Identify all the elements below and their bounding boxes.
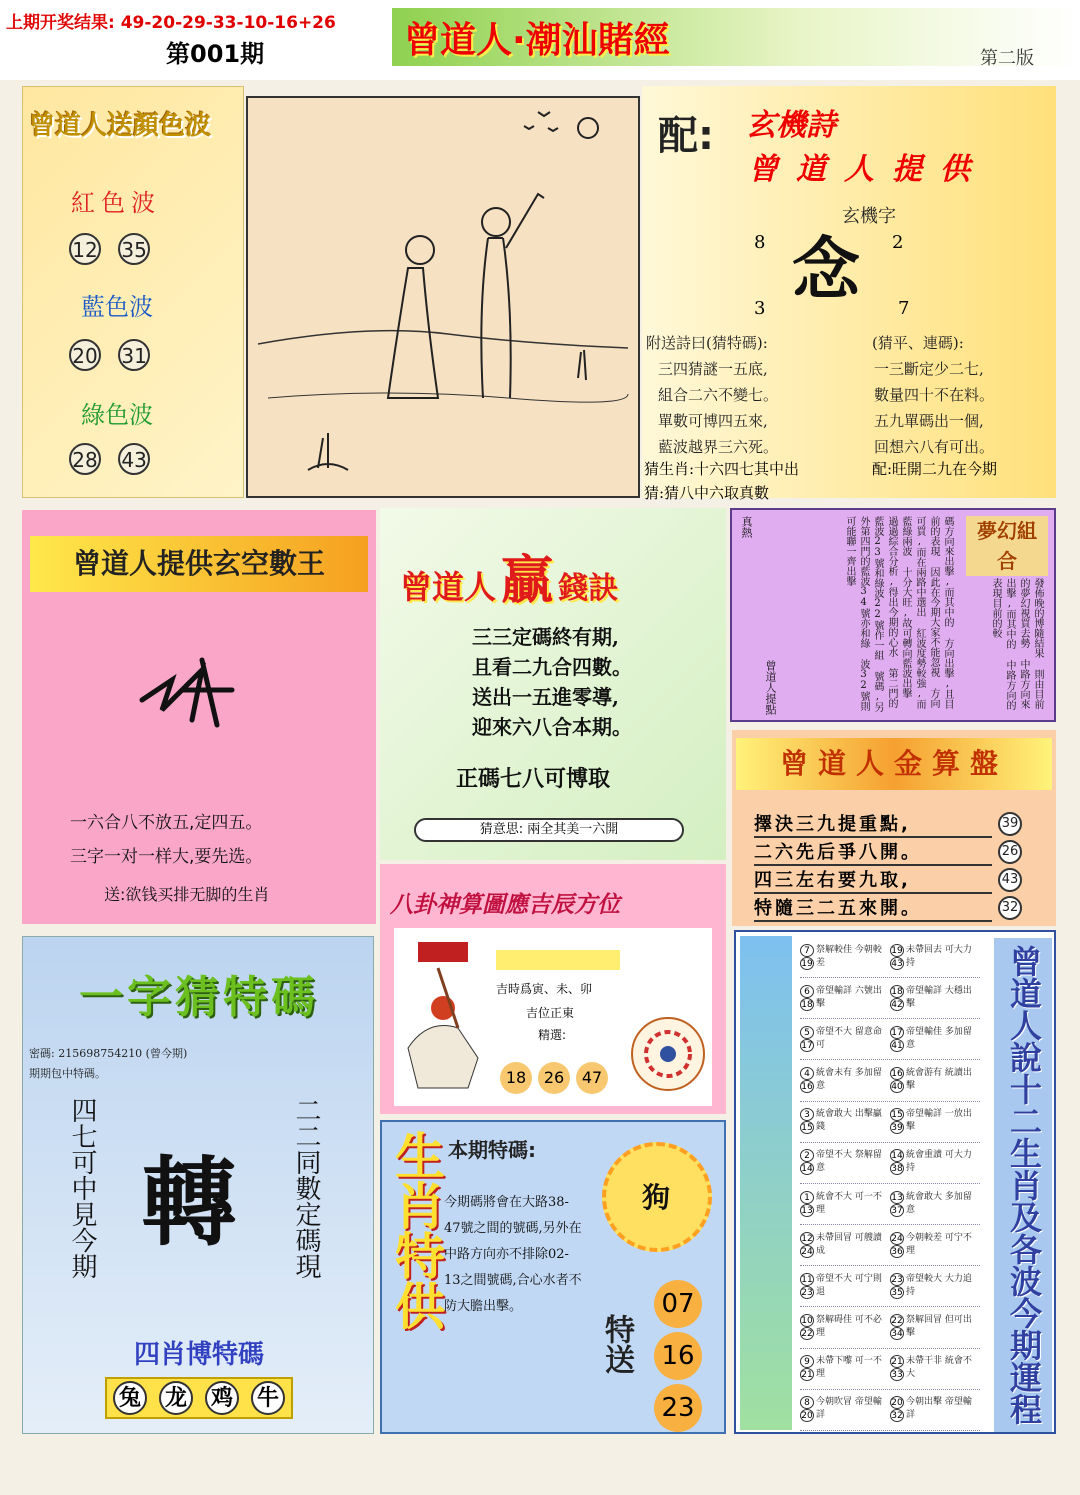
fortune-number: 23 <box>801 1287 813 1298</box>
xuankong-panel <box>22 510 376 924</box>
couple-illustration <box>248 98 638 496</box>
magic-col: 中路方向的表現目前的較 <box>990 578 1015 710</box>
fortune-cell <box>890 1389 980 1430</box>
abacus-ball: 43 <box>998 868 1022 892</box>
fortune-text: 統會未有 多加留意 <box>816 1068 882 1092</box>
fortune-cell <box>800 1265 890 1306</box>
bagua-card <box>394 928 712 1106</box>
num-7: 7 <box>898 298 910 319</box>
fortune-text: 未帶干非 統會不大 <box>906 1356 972 1380</box>
fortune-nums <box>800 1232 814 1258</box>
fortune-number: 10 <box>801 1316 813 1327</box>
zodiac-animal: 狗 <box>642 1181 671 1214</box>
zodiac-ball: 07 <box>654 1280 702 1328</box>
fortune-text: 今朝吹冒 帝望輸詳 <box>816 1397 882 1421</box>
num-8: 8 <box>754 232 766 253</box>
magic-body <box>988 578 1044 714</box>
ball: 31 <box>118 339 150 371</box>
fortune-number: 13 <box>801 1205 813 1216</box>
fortune-nums <box>890 1396 904 1422</box>
abacus-title: 曾道人金算盤 <box>736 738 1052 790</box>
fortune-number: 15 <box>801 1123 813 1134</box>
zodiac-fortune-row <box>800 936 980 978</box>
magic-sign: 曾道人提點 <box>764 660 777 715</box>
fortune-nums <box>890 1355 904 1381</box>
fortune-cell <box>800 1183 890 1224</box>
fortune-text: 今朝較差 可宁不理 <box>906 1232 972 1256</box>
poem-line: 藍波越界三六死。 <box>658 438 779 456</box>
abacus-text: 二六先后爭八開。 <box>754 838 992 866</box>
fortune-number: 18 <box>801 999 813 1010</box>
magic-col: 過過綜合分析,得出今期的心水 <box>886 516 897 657</box>
secret-hint: 期期包中特碼。 <box>29 1067 106 1080</box>
zodiac-panel <box>380 1120 726 1434</box>
fortune-nums <box>800 1108 814 1134</box>
illustration <box>246 96 640 498</box>
fortune-number: 2 <box>800 1149 814 1162</box>
last-result: 上期开奖结果: 49-20-29-33-10-16+26 <box>6 13 336 33</box>
zodiac-nums <box>654 1280 702 1432</box>
fortune-text: 祭解碍佳 可不必理 <box>816 1315 882 1339</box>
fortune-number: 5 <box>800 1026 814 1039</box>
fortune-text: 統會重讀 可大力持 <box>906 1150 972 1174</box>
bagua-compass-icon <box>628 1014 708 1094</box>
ball: 28 <box>69 443 101 475</box>
zodiac-fortune-row <box>800 1142 980 1184</box>
fortune-number: 21 <box>891 1357 903 1368</box>
win-line: 且看二九合四數。 <box>472 655 632 679</box>
fortune-cell <box>890 1265 980 1306</box>
fortune-cell <box>800 1224 890 1265</box>
xuankong-line: 一六合八不放五,定四五。 <box>70 813 263 833</box>
one-word-panel <box>22 936 374 1434</box>
fortune-number: 34 <box>891 1329 903 1340</box>
fortune-text: 未帶回冒 可艘讀成 <box>816 1232 882 1256</box>
magic-col: 方向出擊,且目前的表現 <box>928 516 953 709</box>
twelve-panel <box>734 930 1056 1434</box>
win-title-c: 錢訣 <box>558 571 619 606</box>
four-animal-title: 四肖博特碼 <box>133 1340 264 1370</box>
ball: 20 <box>69 339 101 371</box>
red-wave-label: 紅色波 <box>71 189 161 217</box>
abacus-row <box>754 810 1022 838</box>
magic-col: 波32號則可能聯一齊出擊 <box>844 516 869 711</box>
secret-code: 密碼: 215698754210 (曾今期) <box>29 1047 188 1060</box>
fortune-number: 32 <box>891 1411 903 1422</box>
fortune-text: 帝望較大 大力追持 <box>906 1273 972 1297</box>
fortune-nums <box>800 1314 814 1340</box>
fortune-number: 16 <box>801 1082 813 1093</box>
xuankong-title: 曾道人提供玄空數王 <box>30 536 368 592</box>
fortune-number: 3 <box>800 1108 814 1121</box>
fortune-text: 帝望不大 留意命可 <box>816 1026 882 1050</box>
fortune-text: 統會游有 統讀出擊 <box>906 1068 972 1092</box>
abacus-text: 特隨三二五來開。 <box>754 894 992 922</box>
big-char: 念 <box>792 230 861 310</box>
magic-title: 夢幻組合 <box>966 516 1048 576</box>
zodiac-fortune-row <box>800 1183 980 1225</box>
ball: 43 <box>118 443 150 475</box>
bagua-title: 八卦神算圖應吉辰方位 <box>390 892 620 918</box>
issue-number: 第001期 <box>166 40 265 68</box>
twelve-table <box>800 936 980 1430</box>
zodiac-head: 本期特碼: <box>448 1138 536 1162</box>
one-word-char: 轉 <box>141 1146 237 1259</box>
fortune-cell <box>800 977 890 1018</box>
char-label: 玄機字 <box>842 206 896 227</box>
blue-wave-label: 藍色波 <box>81 293 153 321</box>
fortune-cell <box>800 936 890 977</box>
fortune-text: 統會敢大 出擊贏錢 <box>816 1109 882 1133</box>
poem-line: 三四猜謎一五底, <box>658 360 768 378</box>
abacus-row <box>754 838 1022 866</box>
fortune-cell <box>890 1348 980 1389</box>
fortune-text: 帝望輸詳 大穩出擊 <box>906 985 972 1009</box>
fortune-nums <box>890 1149 904 1175</box>
win-title <box>400 538 618 613</box>
fortune-cell <box>890 977 980 1018</box>
bagua-ball: 18 <box>500 1062 532 1094</box>
four-animal-row <box>105 1377 293 1419</box>
bagua-time: 吉時爲寅、未、卯 <box>496 982 593 996</box>
fortune-number: 6 <box>800 985 814 998</box>
fortune-number: 39 <box>891 1123 903 1134</box>
fortune-number: 22 <box>891 1316 903 1327</box>
zodiac-body: 今期碼將會在大路38-47號之間的號碼,另外在中路方向亦不排除02-13之間號碼,合心水者不防大膽出擊。 <box>444 1195 582 1314</box>
fortune-number: 17 <box>801 1040 813 1051</box>
bagua-nums <box>500 1062 608 1094</box>
fortune-nums <box>800 1191 814 1217</box>
poem-line: 回想六八有可出。 <box>874 438 995 456</box>
zodiac-fortune-row <box>800 1060 980 1102</box>
magic-col: 則由目前的夢幻視買去勢 <box>1018 578 1043 709</box>
zodiac-fortune-row <box>800 1224 980 1266</box>
fortune-nums <box>800 1026 814 1052</box>
fortune-nums <box>800 1067 814 1093</box>
fortune-number: 8 <box>800 1396 814 1409</box>
fortune-number: 20 <box>891 1398 903 1409</box>
animal-circle: 鸡 <box>205 1381 239 1415</box>
one-word-title: 一字猜特碼 <box>79 972 319 1023</box>
color-wave-panel <box>22 86 244 498</box>
fortune-cell <box>890 936 980 977</box>
win-meaning: 猜意思: 兩全其美一六開 <box>414 818 684 842</box>
fortune-text: 未帶下嚟 可一不理 <box>816 1356 882 1380</box>
zodiac-fortune-row <box>800 977 980 1019</box>
fortune-text: 帝望輸詳 一放出擊 <box>906 1109 972 1133</box>
fortune-nums <box>890 1232 904 1258</box>
fortune-cell <box>800 1348 890 1389</box>
fortune-nums <box>890 1067 904 1093</box>
win-lines <box>472 622 632 742</box>
num-2: 2 <box>892 232 904 253</box>
ball: 12 <box>69 233 101 265</box>
blue-wave-balls <box>69 339 150 371</box>
poem-provider: 曾道人提供 <box>748 152 988 187</box>
win-line: 三三定碼終有期, <box>472 625 619 649</box>
fortune-number: 17 <box>891 1027 903 1038</box>
num-3: 3 <box>754 298 766 319</box>
zodiac-fortune-row <box>800 1018 980 1060</box>
masthead <box>392 8 1080 69</box>
xuankong-gift: 送:欲钱买排无脚的生肖 <box>104 885 270 904</box>
one-word-right: 二二同數定碼現 <box>291 1097 321 1279</box>
bagua-yellow-box <box>496 950 620 970</box>
magic-col: 紅波度勢較強,而藍綠兩波 <box>900 516 925 709</box>
dog-flower <box>602 1142 712 1252</box>
fortune-number: 4 <box>800 1067 814 1080</box>
animal-circle: 兔 <box>113 1381 147 1415</box>
fortune-number: 21 <box>801 1370 813 1381</box>
fortune-cell <box>800 1101 890 1142</box>
bagua-pick-label: 精選: <box>538 1028 567 1042</box>
bagua-panel <box>380 864 726 1114</box>
fortune-nums <box>800 1396 814 1422</box>
fortune-number: 35 <box>891 1287 903 1298</box>
fortune-cell <box>800 1018 890 1059</box>
bagua-pos: 吉位正東 <box>526 1006 575 1020</box>
zodiac-ball: 16 <box>654 1332 702 1380</box>
magic-col: 中路方向來出擊,而其中的 <box>1004 578 1029 709</box>
pei-label: 配: <box>658 113 714 159</box>
abacus-ball: 26 <box>998 840 1022 864</box>
abacus-row <box>754 894 1022 922</box>
fortune-nums <box>890 1314 904 1340</box>
guess-line: 猜:猜八中六取真數 <box>644 484 770 502</box>
masthead-title: 曾道人·潮汕賭經 <box>404 20 670 61</box>
zodiac-fortune-row <box>800 1307 980 1349</box>
fortune-number: 24 <box>891 1233 903 1244</box>
fortune-text: 帝望輸佳 多加留意 <box>906 1026 972 1050</box>
fortune-number: 1 <box>800 1191 814 1204</box>
magic-end: 真熱 <box>740 516 753 538</box>
xuankong-line: 三字一对一样大,要先选。 <box>70 847 263 867</box>
poem-line: 組合二六不變七。 <box>658 386 779 404</box>
fortune-cell <box>800 1307 890 1348</box>
fortune-number: 19 <box>891 945 903 956</box>
win-title-b: 贏 <box>501 551 554 611</box>
fortune-number: 9 <box>800 1355 814 1368</box>
animal-circle: 龙 <box>159 1381 193 1415</box>
right-head: (猜平、連碼): <box>872 334 964 352</box>
win-line: 送出一五進零導, <box>472 685 619 709</box>
te-song: 特送 <box>599 1314 634 1374</box>
fortune-number: 42 <box>891 999 903 1010</box>
red-wave-balls <box>69 233 150 265</box>
poem-left-lines <box>658 356 778 460</box>
warrior-horse-image <box>398 938 488 1098</box>
fortune-number: 19 <box>801 958 813 969</box>
fortune-number: 37 <box>891 1205 903 1216</box>
abacus-ball: 32 <box>998 896 1022 920</box>
fortune-nums <box>890 1108 904 1134</box>
fortune-nums <box>890 944 904 970</box>
magic-col: 碼方向來出擊,而其中的 <box>942 516 953 627</box>
poem-right-lines <box>874 356 994 460</box>
fortune-number: 12 <box>801 1233 813 1244</box>
fortune-cell <box>890 1101 980 1142</box>
fortune-cell <box>800 1142 890 1183</box>
fortune-number: 33 <box>891 1370 903 1381</box>
fortune-text: 今朝出擊 帝望輸詳 <box>906 1397 972 1421</box>
magic-body-2 <box>842 516 954 716</box>
fortune-number: 40 <box>891 1082 903 1093</box>
poem-line: 一三斷定少二七, <box>874 360 984 378</box>
fortune-nums <box>890 1026 904 1052</box>
zodiac-ball: 23 <box>654 1384 702 1432</box>
fortune-number: 36 <box>891 1246 903 1257</box>
fortune-number: 14 <box>801 1164 813 1175</box>
twelve-title: 曾道人說十二生肖及各波今期運程 <box>994 938 1052 1432</box>
header-bar <box>0 0 1080 80</box>
fortune-number: 22 <box>801 1329 813 1340</box>
fortune-text: 未帶回去 可大力持 <box>906 944 972 968</box>
bagua-ball: 47 <box>576 1062 608 1094</box>
fortune-nums <box>800 944 814 970</box>
poem-panel <box>642 86 1056 502</box>
fortune-nums <box>800 985 814 1011</box>
color-wave-title: 曾道人送顏色波 <box>29 111 212 141</box>
win-zheng: 正碼七八可博取 <box>456 766 611 792</box>
win-title-a: 曾道人 <box>400 568 497 606</box>
abacus-row <box>754 866 1022 894</box>
left-head: 附送詩曰(猜特碼): <box>646 334 768 352</box>
magic-col: 發佈晚的博隨結果 <box>1032 578 1043 658</box>
ball: 35 <box>118 233 150 265</box>
fortune-number: 18 <box>891 986 903 997</box>
magic-col: 第二門的藍波23號和綠波22號作一組 <box>872 516 897 708</box>
fortune-nums <box>800 1149 814 1175</box>
zodiac-fortune-row <box>800 1348 980 1390</box>
fortune-text: 統會不大 可一不理 <box>816 1191 882 1215</box>
animal-circle: 牛 <box>251 1381 285 1415</box>
zodiac-vertical-title: 生肖特供 <box>387 1130 445 1330</box>
fortune-number: 14 <box>891 1151 903 1162</box>
fortune-text: 帝望不大 可宁則退 <box>816 1273 882 1297</box>
abacus-text: 擇決三九提重點, <box>754 810 992 838</box>
zodiac-line: 猜生肖:十六四七其中出 <box>644 460 800 478</box>
zodiac-fortune-row <box>800 1265 980 1307</box>
poem-line: 數量四十不在料。 <box>874 386 995 404</box>
zodiac-fortune-row <box>800 1389 980 1431</box>
fortune-text: 祭解回冒 但可出擊 <box>906 1315 972 1339</box>
fortune-number: 43 <box>891 958 903 969</box>
magic-col: 十分大旺,故可轉向藍波出擊 <box>900 567 911 698</box>
magic-panel <box>730 508 1056 722</box>
abacus-text: 四三左右要九取, <box>754 866 992 894</box>
magic-col: 號碼,另外第四門的藍波34號亦和綠 <box>858 516 883 712</box>
fortune-number: 20 <box>801 1411 813 1422</box>
fortune-number: 41 <box>891 1040 903 1051</box>
fortune-cell <box>800 1060 890 1101</box>
fortune-cell <box>890 1224 980 1265</box>
zodiac-fortune-row <box>800 1101 980 1143</box>
green-wave-balls <box>69 443 150 475</box>
abacus-ball: 39 <box>998 812 1022 836</box>
fortune-number: 7 <box>800 944 814 957</box>
poem-title: 玄機詩 <box>746 108 836 143</box>
poem-line: 單數可博四五來, <box>658 412 768 430</box>
fortune-text: 統會敢大 多加留意 <box>906 1191 972 1215</box>
one-word-left: 四七可中見今期 <box>67 1097 97 1279</box>
fortune-number: 15 <box>891 1110 903 1121</box>
fortune-text: 帝望不大 祭解留意 <box>816 1150 882 1174</box>
fortune-number: 24 <box>801 1246 813 1257</box>
fortune-cell <box>890 1183 980 1224</box>
green-wave-label: 綠色波 <box>81 401 153 429</box>
fortune-cell <box>890 1307 980 1348</box>
fortune-nums <box>800 1273 814 1299</box>
fortune-cell <box>890 1018 980 1059</box>
fortune-text: 祭解較佳 今朝較差 <box>816 944 882 968</box>
pei-line: 配:旺開二九在今期 <box>872 460 998 478</box>
fortune-nums <box>890 1191 904 1217</box>
magic-col: 因此在今期大家不能忽視 <box>928 567 939 677</box>
fortune-nums <box>890 985 904 1011</box>
win-panel <box>380 508 726 860</box>
fortune-number: 23 <box>891 1274 903 1285</box>
fortune-number: 38 <box>891 1164 903 1175</box>
fortune-cell <box>890 1142 980 1183</box>
edition-label: 第二版 <box>980 48 1034 69</box>
scribble-icon <box>132 650 242 730</box>
magic-col: 方向可買,而在兩路中選出 <box>914 516 939 708</box>
win-line: 迎來六八合本期。 <box>472 715 632 739</box>
xuankong-lines <box>70 806 262 874</box>
fortune-cell <box>890 1060 980 1101</box>
fortune-number: 16 <box>891 1069 903 1080</box>
bagua-ball: 26 <box>538 1062 570 1094</box>
fortune-nums <box>800 1355 814 1381</box>
fortune-number: 13 <box>891 1192 903 1203</box>
fortune-cell <box>800 1389 890 1430</box>
abacus-rows <box>754 810 1022 922</box>
fortune-number: 11 <box>801 1274 813 1285</box>
fortune-text: 帝望輸詳 六號出擊 <box>816 985 882 1009</box>
fortune-nums <box>890 1273 904 1299</box>
abacus-panel <box>732 730 1056 926</box>
twelve-stripe <box>740 936 792 1430</box>
poem-line: 五九單碼出一個, <box>874 412 984 430</box>
